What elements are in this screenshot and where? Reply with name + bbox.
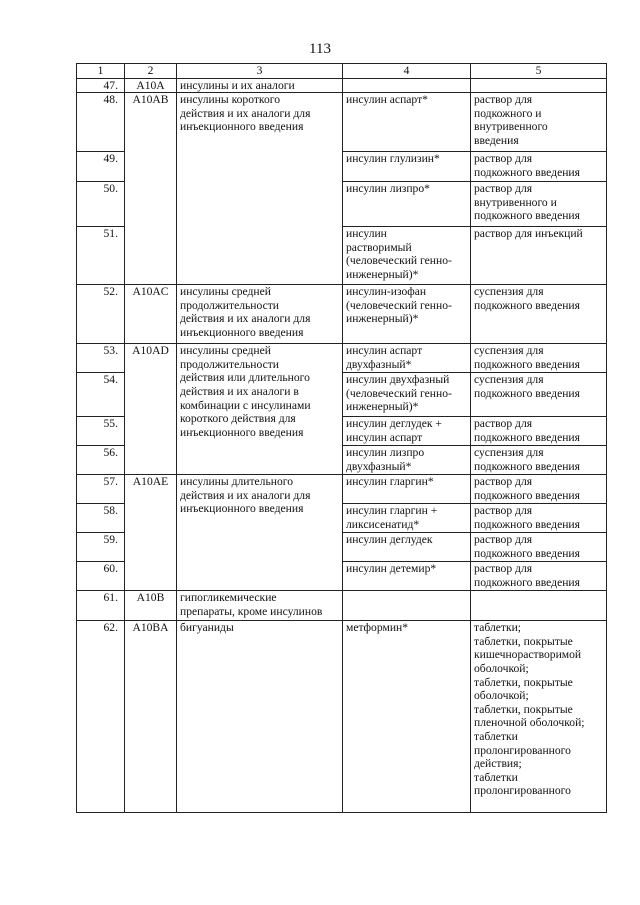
dosage-form: таблетки; таблетки, покрытые кишечнорастворимой оболочкой; таблетки, покрытые оболочкой; таблетки, покрытые пленочной оболочкой; таблетки пролонгированного действия; таблетки пролонгированного <box>471 621 607 813</box>
drug-name: метформин* <box>343 621 471 813</box>
dosage-form: раствор для подкожного введения <box>471 562 607 591</box>
row-number: 61. <box>77 591 125 621</box>
dosage-form: раствор для подкожного и внутривенного введения <box>471 93 607 152</box>
table-row <box>77 78 607 93</box>
row-number: 48. <box>77 93 125 152</box>
drug-list-table <box>76 63 607 813</box>
dosage-form: раствор для инъекций <box>471 227 607 285</box>
row-number: 54. <box>77 373 125 417</box>
drug-name: инсулин двухфазный (человеческий генно- инженерный)* <box>343 373 471 417</box>
column-header: 2 <box>125 64 177 79</box>
column-header: 4 <box>343 64 471 79</box>
dosage-form: раствор для подкожного введения <box>471 533 607 562</box>
table-row <box>77 621 607 813</box>
dosage-form: раствор для подкожного введения <box>471 504 607 533</box>
drug-name <box>343 78 471 93</box>
row-number: 60. <box>77 562 125 591</box>
drug-name: инсулин глулизин* <box>343 152 471 182</box>
dosage-form: раствор для подкожного введения <box>471 417 607 446</box>
dosage-form <box>471 78 607 93</box>
row-number: 51. <box>77 227 125 285</box>
row-number: 59. <box>77 533 125 562</box>
anatomical-group: инсулины и их аналоги <box>177 78 343 93</box>
dosage-form: суспензия для подкожного введения <box>471 373 607 417</box>
row-number: 52. <box>77 285 125 344</box>
row-number: 49. <box>77 152 125 182</box>
atc-code: A10A <box>125 78 177 93</box>
drug-name: инсулин-изофан (человеческий генно- инженерный)* <box>343 285 471 344</box>
atc-code: A10BA <box>125 621 177 813</box>
table-row <box>77 93 607 152</box>
page-number: 113 <box>309 41 331 57</box>
row-number: 56. <box>77 446 125 475</box>
atc-code: A10B <box>125 591 177 621</box>
atc-code: A10AE <box>125 475 177 591</box>
dosage-form: раствор для внутривенного и подкожного введения <box>471 182 607 227</box>
drug-name: инсулин детемир* <box>343 562 471 591</box>
table-row <box>77 475 607 504</box>
anatomical-group: инсулины средней продолжительности действия или длительного действия и их аналоги в комбинации с инсулинами короткого действия для инъекционного введения <box>177 344 343 475</box>
dosage-form: раствор для подкожного введения <box>471 152 607 182</box>
drug-name: инсулин растворимый (человеческий генно- инженерный)* <box>343 227 471 285</box>
drug-name: инсулин аспарт* <box>343 93 471 152</box>
row-number: 58. <box>77 504 125 533</box>
atc-code: A10AC <box>125 285 177 344</box>
anatomical-group: инсулины короткого действия и их аналоги для инъекционного введения <box>177 93 343 285</box>
anatomical-group: инсулины средней продолжительности действия и их аналоги для инъекционного введения <box>177 285 343 344</box>
dosage-form: суспензия для подкожного введения <box>471 344 607 373</box>
row-number: 57. <box>77 475 125 504</box>
anatomical-group: бигуаниды <box>177 621 343 813</box>
column-header: 1 <box>77 64 125 79</box>
anatomical-group: гипогликемические препараты, кроме инсулинов <box>177 591 343 621</box>
row-number: 62. <box>77 621 125 813</box>
row-number: 55. <box>77 417 125 446</box>
table-row <box>77 285 607 344</box>
drug-name: инсулин деглудек <box>343 533 471 562</box>
row-number: 53. <box>77 344 125 373</box>
drug-name: инсулин лизпро двухфазный* <box>343 446 471 475</box>
atc-code: A10AD <box>125 344 177 475</box>
drug-name: инсулин лизпро* <box>343 182 471 227</box>
column-header: 3 <box>177 64 343 79</box>
table-header-row <box>77 64 607 79</box>
anatomical-group: инсулины длительного действия и их аналоги для инъекционного введения <box>177 475 343 591</box>
drug-name <box>343 591 471 621</box>
table-row <box>77 344 607 373</box>
drug-name: инсулин гларгин* <box>343 475 471 504</box>
dosage-form: суспензия для подкожного введения <box>471 446 607 475</box>
dosage-form: суспензия для подкожного введения <box>471 285 607 344</box>
table-row <box>77 591 607 621</box>
column-header: 5 <box>471 64 607 79</box>
row-number: 50. <box>77 182 125 227</box>
drug-name: инсулин аспарт двухфазный* <box>343 344 471 373</box>
atc-code: A10AB <box>125 93 177 285</box>
dosage-form <box>471 591 607 621</box>
drug-name: инсулин гларгин + ликсисенатид* <box>343 504 471 533</box>
row-number: 47. <box>77 78 125 93</box>
dosage-form: раствор для подкожного введения <box>471 475 607 504</box>
drug-name: инсулин деглудек + инсулин аспарт <box>343 417 471 446</box>
